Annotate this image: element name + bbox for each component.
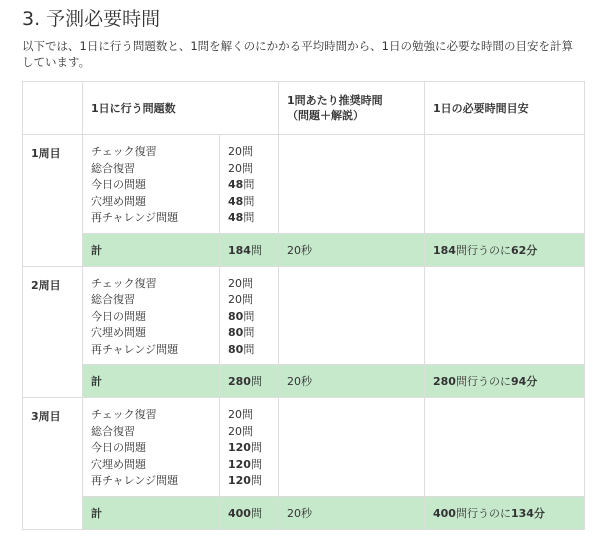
problem-count: 20問 xyxy=(228,408,253,421)
problem-type: 穴埋め問題 xyxy=(91,194,146,208)
header-problems-per-day: 1日に行う問題数 xyxy=(83,82,279,135)
table-header-row xyxy=(23,82,585,135)
problem-count xyxy=(228,194,270,211)
section-title: 3. 予測必要時間 xyxy=(22,8,161,30)
round-detail-row xyxy=(23,398,585,497)
problem-type: 今日の問題 xyxy=(91,441,146,454)
problem-count xyxy=(228,325,270,342)
problem-type: 再チャレンジ問題 xyxy=(91,474,179,487)
daily-total-time xyxy=(425,233,585,266)
problem-count-unit: 問 xyxy=(243,211,255,224)
empty-cell xyxy=(279,266,425,365)
problem-count-number: 120 xyxy=(228,474,251,487)
total-text: 問行うのに xyxy=(455,506,511,520)
problem-type: チェック復習 xyxy=(91,276,157,290)
section-intro: 以下では、1日に行う問題数と、1問を解くのにかかる平均時間から、1日の勉強に必要な時間の目安を計算しています。 xyxy=(22,39,573,69)
problem-count-number: 80 xyxy=(228,326,244,339)
sum-count xyxy=(220,233,279,266)
problem-count-number: 80 xyxy=(228,309,244,323)
header-time-per-problem xyxy=(279,82,425,135)
problem-count: 20問 xyxy=(228,276,253,290)
problem-count-unit: 問 xyxy=(250,457,262,471)
problem-type: 穴埋め問題 xyxy=(91,326,146,339)
total-minutes: 62分 xyxy=(510,243,538,257)
sum-count-unit: 問 xyxy=(250,375,262,388)
problem-count-unit: 問 xyxy=(243,326,255,339)
sum-count-number: 184 xyxy=(228,243,251,257)
problem-count xyxy=(228,177,270,194)
sum-count-number: 280 xyxy=(228,375,251,388)
problem-count xyxy=(228,457,270,474)
problem-count-number: 80 xyxy=(228,342,244,356)
header-round xyxy=(23,82,83,135)
time-estimate-table xyxy=(22,81,585,530)
total-minutes: 94分 xyxy=(510,375,538,388)
daily-total-time xyxy=(425,365,585,398)
header-time-line1: 1問あたり推奨時間 xyxy=(287,94,383,107)
daily-total-time xyxy=(425,496,585,529)
round-sum-row xyxy=(23,365,585,398)
problem-count-unit: 問 xyxy=(243,342,255,356)
total-count-number: 400 xyxy=(433,506,456,520)
empty-cell xyxy=(425,398,585,497)
problem-type-list xyxy=(83,135,220,234)
round-detail-row xyxy=(23,266,585,365)
time-per-problem: 20秒 xyxy=(279,496,425,529)
header-time-line2: （問題＋解説） xyxy=(287,109,364,122)
problem-count: 20問 xyxy=(228,424,253,438)
sum-label: 計 xyxy=(83,496,220,529)
problem-type: 再チャレンジ問題 xyxy=(91,342,179,356)
sum-count xyxy=(220,496,279,529)
problem-count: 20問 xyxy=(228,293,253,306)
problem-type: 総合復習 xyxy=(91,424,135,438)
problem-type-list xyxy=(83,398,220,497)
problem-count-list xyxy=(220,135,279,234)
sum-count-unit: 問 xyxy=(250,506,262,520)
problem-count-number: 48 xyxy=(228,178,244,191)
round-label: 3周目 xyxy=(23,398,83,530)
problem-type-list xyxy=(83,266,220,365)
problem-count-number: 120 xyxy=(228,441,251,454)
table-body xyxy=(23,135,585,530)
time-per-problem: 20秒 xyxy=(279,233,425,266)
problem-count-unit: 問 xyxy=(250,441,262,454)
problem-count-unit: 問 xyxy=(243,194,255,208)
problem-count xyxy=(228,473,270,490)
problem-count-list xyxy=(220,398,279,497)
problem-type: 今日の問題 xyxy=(91,309,146,323)
problem-type: 今日の問題 xyxy=(91,178,146,191)
header-daily-total: 1日の必要時間目安 xyxy=(425,82,585,135)
problem-count xyxy=(228,210,270,227)
total-count-number: 184 xyxy=(433,243,456,257)
problem-count-number: 48 xyxy=(228,211,244,224)
empty-cell xyxy=(279,135,425,234)
problem-count-unit: 問 xyxy=(250,474,262,487)
problem-type: 総合復習 xyxy=(91,161,135,175)
sum-label: 計 xyxy=(83,233,220,266)
problem-count-unit: 問 xyxy=(243,178,255,191)
problem-count xyxy=(228,440,270,457)
sum-label: 計 xyxy=(83,365,220,398)
total-text: 問行うのに xyxy=(455,375,511,388)
empty-cell xyxy=(425,135,585,234)
problem-type: チェック復習 xyxy=(91,408,157,421)
time-per-problem: 20秒 xyxy=(279,365,425,398)
sum-count-unit: 問 xyxy=(250,243,262,257)
round-detail-row xyxy=(23,135,585,234)
round-sum-row xyxy=(23,496,585,529)
problem-count xyxy=(228,309,270,326)
problem-type: チェック復習 xyxy=(91,145,157,158)
problem-count-number: 48 xyxy=(228,194,244,208)
total-text: 問行うのに xyxy=(455,243,511,257)
total-count-number: 280 xyxy=(433,375,456,388)
problem-type: 総合復習 xyxy=(91,293,135,306)
problem-type: 再チャレンジ問題 xyxy=(91,211,179,224)
sum-count-number: 400 xyxy=(228,506,251,520)
problem-type: 穴埋め問題 xyxy=(91,457,146,471)
problem-count-number: 120 xyxy=(228,457,251,471)
round-label: 2周目 xyxy=(23,266,83,398)
problem-count: 20問 xyxy=(228,145,253,158)
sum-count xyxy=(220,365,279,398)
problem-count xyxy=(228,342,270,359)
problem-count-unit: 問 xyxy=(243,309,255,323)
round-sum-row xyxy=(23,233,585,266)
empty-cell xyxy=(279,398,425,497)
empty-cell xyxy=(425,266,585,365)
round-label: 1周目 xyxy=(23,135,83,267)
problem-count-list xyxy=(220,266,279,365)
total-minutes: 134分 xyxy=(510,506,545,520)
problem-count: 20問 xyxy=(228,161,253,175)
